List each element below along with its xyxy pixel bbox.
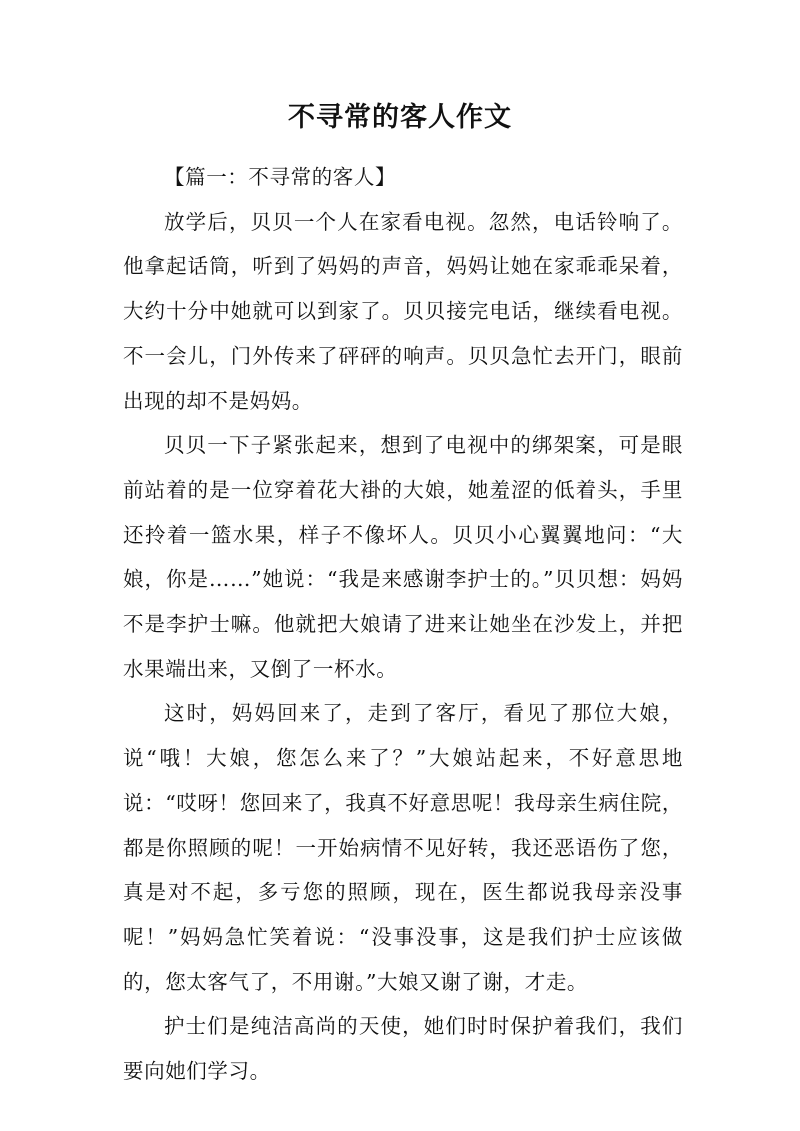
document-title: 不寻常的客人作文 bbox=[288, 102, 512, 133]
paragraph-3: 这时，妈妈回来了，走到了客厅，看见了那位大娘，说“哦！大娘，您怎么来了？”大娘站起来，不好意思地说：“哎呀！您回来了，我真不好意思呢！我母亲生病住院，都是你照顾的呢！一开始病情不见好转，我还恶语伤了您，真是对不起，多亏您的照顾，现在，医生都说我母亲没事呢！”妈妈急忙笑着说：“没事没事，这是我们护士应该做的，您太客气了，不用谢。”大娘又谢了谢，才走。 bbox=[123, 701, 683, 994]
paragraph-2: 贝贝一下子紧张起来，想到了电视中的绑架案，可是眼前站着的是一位穿着花大褂的大娘，她羞涩的低着头，手里还拎着一篮水果，样子不像坏人。贝贝小心翼翼地问：“大娘，你是……”她说：“我是来感谢李护士的。”贝贝想：妈妈不是李护士嘛。他就把大娘请了进来让她坐在沙发上，并把水果端出来，又倒了一杯水。 bbox=[123, 433, 683, 681]
document-body bbox=[123, 155, 683, 1094]
paragraph-1: 放学后，贝贝一个人在家看电视。忽然，电话铃响了。他拿起话筒，听到了妈妈的声音，妈妈让她在家乖乖呆着，大约十分中她就可以到家了。贝贝接完电话，继续看电视。不一会儿，门外传来了砰砰的响声。贝贝急忙去开门，眼前出现的却不是妈妈。 bbox=[123, 209, 683, 413]
paragraph-4: 护士们是纯洁高尚的天使，她们时时保护着我们，我们要向她们学习。 bbox=[123, 1014, 683, 1084]
section-heading: 【篇一：不寻常的客人】 bbox=[164, 165, 397, 189]
